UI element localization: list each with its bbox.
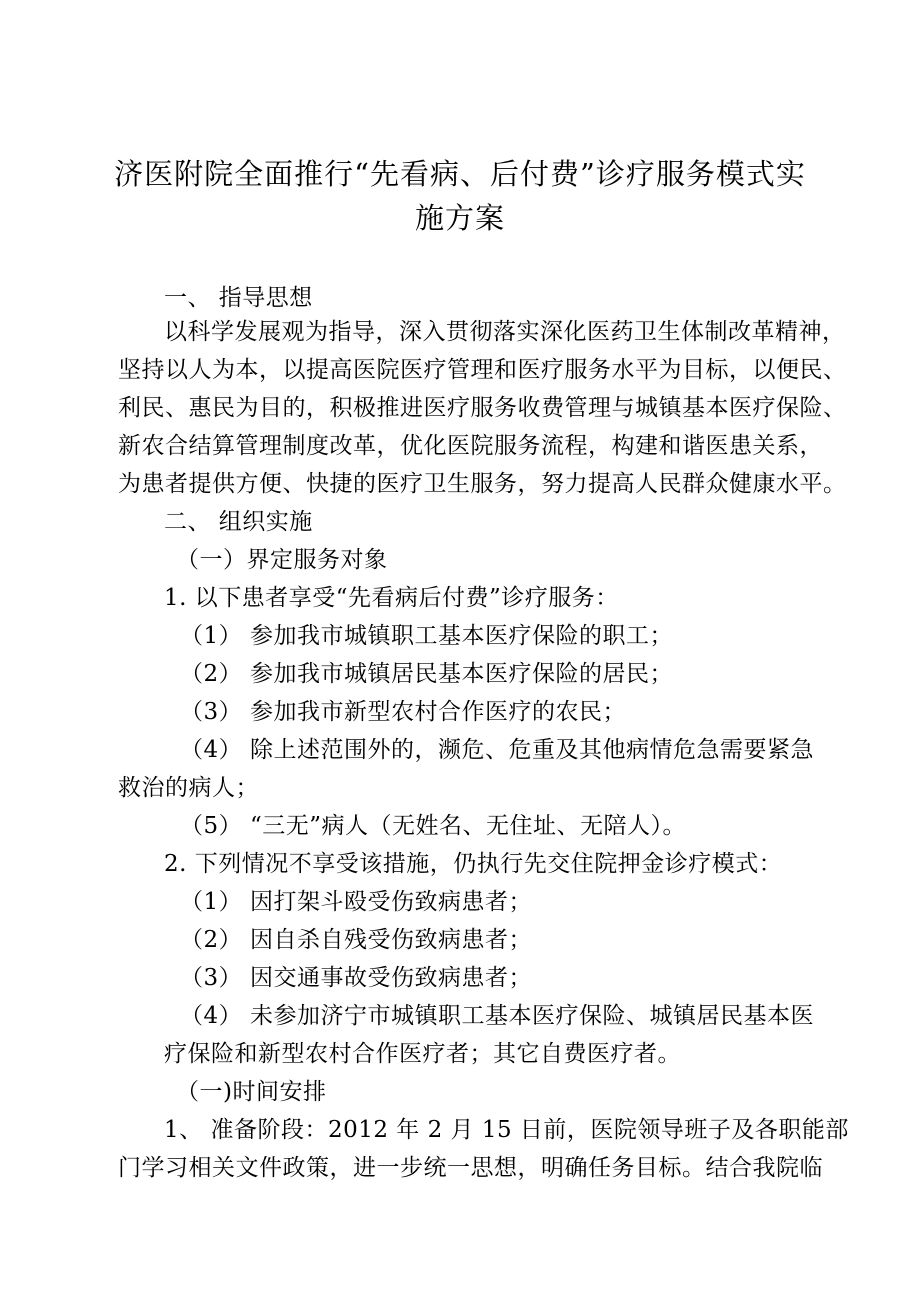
paragraph-line: 利民、惠民为目的，积极推进医疗服务收费管理与城镇基本医疗保险、 — [118, 395, 847, 421]
list-item: （4） 除上述范围外的，濒危、危重及其他病情危急需要紧急 — [180, 737, 814, 763]
subsection-heading: （一）界定服务对象 — [176, 547, 388, 573]
paragraph-line: 1、 准备阶段：2012 年 2 月 15 日前，医院领导班子及各职能部 — [164, 1117, 849, 1143]
list-heading: 2. 下列情况不享受该措施，仍执行先交住院押金诊疗模式： — [164, 851, 783, 877]
list-item: （2） 因自杀自残受伤致病患者； — [180, 927, 532, 953]
section2-heading: 二、 组织实施 — [164, 509, 313, 535]
list-item: （1） 参加我市城镇职工基本医疗保险的职工； — [180, 623, 673, 649]
list-item-continuation: 救治的病人； — [118, 775, 259, 801]
document-title-line1: 济医附院全面推行“先看病、后付费”诊疗服务模式实 — [114, 157, 806, 191]
paragraph-line: 为患者提供方便、快捷的医疗卫生服务，努力提高人民群众健康水平。 — [118, 471, 847, 497]
paragraph-line: 门学习相关文件政策，进一步统一思想，明确任务目标。结合我院临 — [118, 1155, 823, 1181]
subsection-heading: （一)时间安排 — [176, 1079, 327, 1105]
list-item: （5） “三无”病人（无姓名、无住址、无陪人）。 — [180, 813, 686, 839]
paragraph-line: 以科学发展观为指导，深入贯彻落实深化医药卫生体制改革精神， — [164, 319, 846, 345]
list-item: （4） 未参加济宁市城镇职工基本医疗保险、城镇居民基本医 — [180, 1003, 814, 1029]
document-title-line2: 施方案 — [414, 201, 505, 235]
list-item-continuation: 疗保险和新型农村合作医疗者；其它自费医疗者。 — [164, 1041, 681, 1067]
list-item: （2） 参加我市城镇居民基本医疗保险的居民； — [180, 661, 673, 687]
list-heading: 1. 以下患者享受“先看病后付费”诊疗服务： — [164, 585, 619, 611]
section1-heading: 一、 指导思想 — [164, 285, 313, 311]
paragraph-line: 新农合结算管理制度改革，优化医院服务流程，构建和谐医患关系， — [118, 433, 823, 459]
paragraph-line: 坚持以人为本，以提高医院医疗管理和医疗服务水平为目标，以便民、 — [118, 357, 847, 383]
list-item: （3） 参加我市新型农村合作医疗的农民； — [180, 699, 626, 725]
list-item: （3） 因交通事故受伤致病患者； — [180, 965, 532, 991]
list-item: （1） 因打架斗殴受伤致病患者； — [180, 889, 532, 915]
